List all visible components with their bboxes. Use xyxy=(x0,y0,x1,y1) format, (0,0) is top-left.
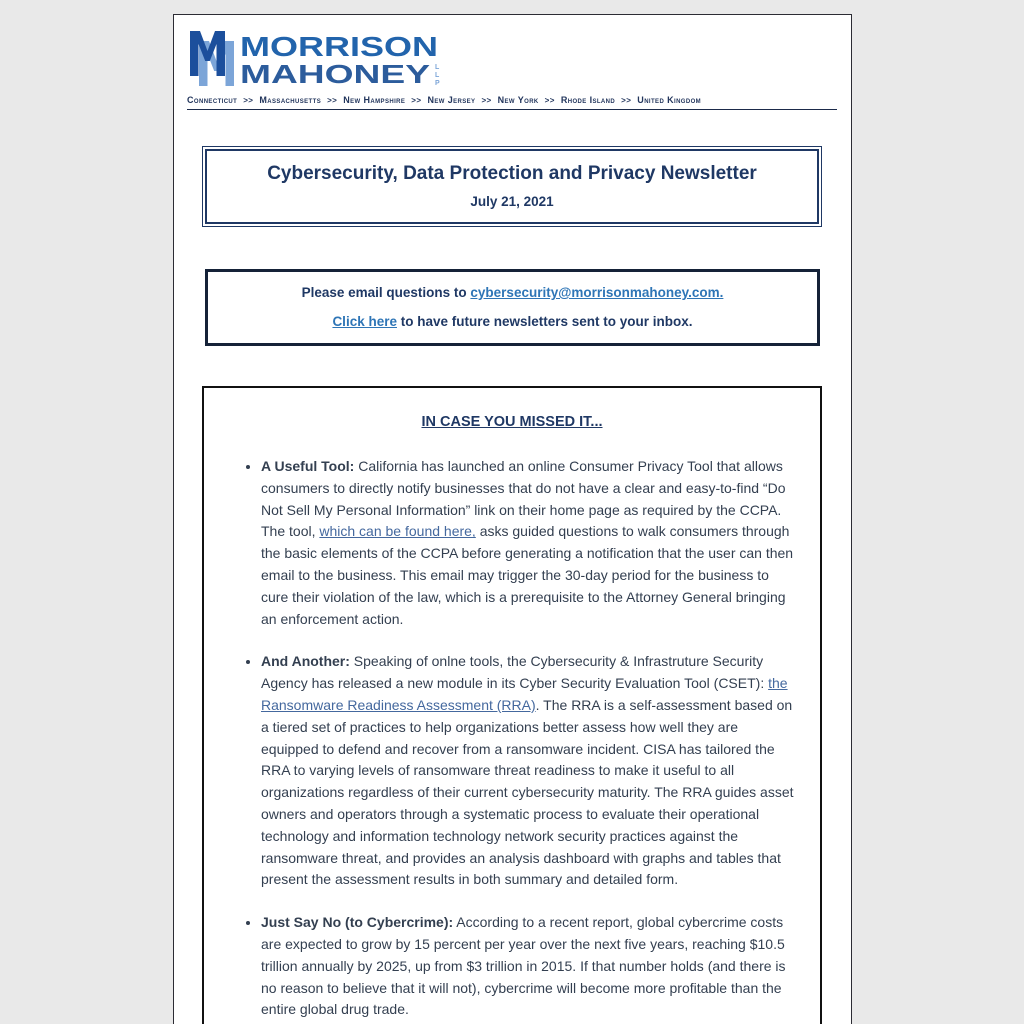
locations-bar xyxy=(187,95,851,105)
bullet-text: Speaking of onlne tools, the Cybersecurity & Infrastruture Security Agency has released a new module in its Cyber Security Evaluation Tool (CSET): xyxy=(261,653,769,692)
bullet-text: asks guided questions to walk consumers through the basic elements of the CCPA before generating a notification that the user can then email to the business. This email may trigger the 30-day period for the business to cure their violation of the law, which is a prerequisite to the Attorney General bringing an enforcement action. xyxy=(261,523,794,627)
click-here-subscribe-link[interactable]: Click here xyxy=(332,314,397,329)
bullet-lead: A Useful Tool: xyxy=(261,458,355,474)
logo-llp-letter: P xyxy=(435,80,440,87)
subscribe-line xyxy=(218,314,807,329)
bullet-lead: Just Say No (to Cybercrime): xyxy=(261,914,454,931)
location-item: New Hampshire xyxy=(343,95,406,105)
bullet-text: . The RRA is a self-assessment based on a tiered set of practices to help organizations better assess how well they are equipped to defend and recover from a ransomware incident. CISA has tailored the RRA to varying levels of ransomware threat readiness to make it useful to all organizations regardless of their current cybersecurity maturity. The RRA guides asset owners and operators through a systematic process to evaluate their operational technology and information technology network security practices against the ransomware threat, and provides an analysis dashboard with graphs and tables that present the assessment results in both summary and detailed form. xyxy=(261,696,794,888)
location-item: New York xyxy=(497,95,539,105)
locations-separator: >> xyxy=(327,96,338,105)
bullet-text: According to a recent report, global cybercrime costs are expected to grow by 15 percent per year over the next five years, reaching $10.5 trillion annually by 2025, up from $3 trillion in 2015. If that number holds (and there is no reason to believe that it will not), cybercrime will become more profitable than the entire global drug trade. xyxy=(261,914,786,1018)
location-item: Connecticut xyxy=(187,95,238,105)
newsletter-date: July 21, 2021 xyxy=(470,194,554,209)
section-heading: IN CASE YOU MISSED IT... xyxy=(421,414,603,430)
newsletter-bullet-item xyxy=(261,651,799,891)
locations-separator: >> xyxy=(544,96,555,105)
inline-text-link[interactable]: the Ransomware Readiness Assessment (RRA) xyxy=(261,675,788,713)
email-questions-text: Please email questions to xyxy=(301,285,471,300)
locations-separator: >> xyxy=(411,96,422,105)
location-item: Rhode Island xyxy=(560,95,616,105)
masthead-box xyxy=(202,146,822,227)
letterhead-divider xyxy=(187,109,837,110)
location-item: United Kingdom xyxy=(637,95,702,105)
morrison-mahoney-logo xyxy=(188,30,450,88)
logo-wordmark-line1: MORRISON xyxy=(240,31,438,62)
newsletter-page xyxy=(173,14,852,1024)
newsletter-bullet-list xyxy=(224,456,800,1021)
locations-separator: >> xyxy=(481,96,492,105)
in-case-you-missed-it-box xyxy=(202,386,822,1024)
newsletter-bullet-item xyxy=(261,456,799,630)
locations-separator: >> xyxy=(621,96,632,105)
logo-llp-letter: L xyxy=(435,72,440,79)
logo-llp-letter: L xyxy=(435,64,440,71)
bullet-lead: And Another: xyxy=(261,653,350,670)
subscribe-text: to have future newsletters sent to your inbox. xyxy=(396,314,693,329)
email-questions-line xyxy=(218,285,807,300)
newsletter-title: Cybersecurity, Data Protection and Privacy Newsletter xyxy=(267,163,757,184)
cybersecurity-email-link[interactable]: cybersecurity@morrisonmahoney.com. xyxy=(470,285,724,300)
location-item: New Jersey xyxy=(427,95,476,105)
contact-notice-box xyxy=(205,269,820,346)
masthead-box-inner xyxy=(205,149,819,224)
bullet-text: California has launched an online Consumer Privacy Tool that allows consumers to directly notify businesses that do not have a clear and easy-to-find “Do Not Sell My Personal Information” link on their home page as required by the CCPA. The tool, xyxy=(261,458,786,540)
location-item: Massachusetts xyxy=(259,95,322,105)
locations-separator: >> xyxy=(243,96,254,105)
logo-wordmark-line2: MAHONEY xyxy=(240,59,430,88)
inline-text-link[interactable]: which can be found here, xyxy=(319,523,476,540)
newsletter-bullet-item xyxy=(261,912,799,1021)
